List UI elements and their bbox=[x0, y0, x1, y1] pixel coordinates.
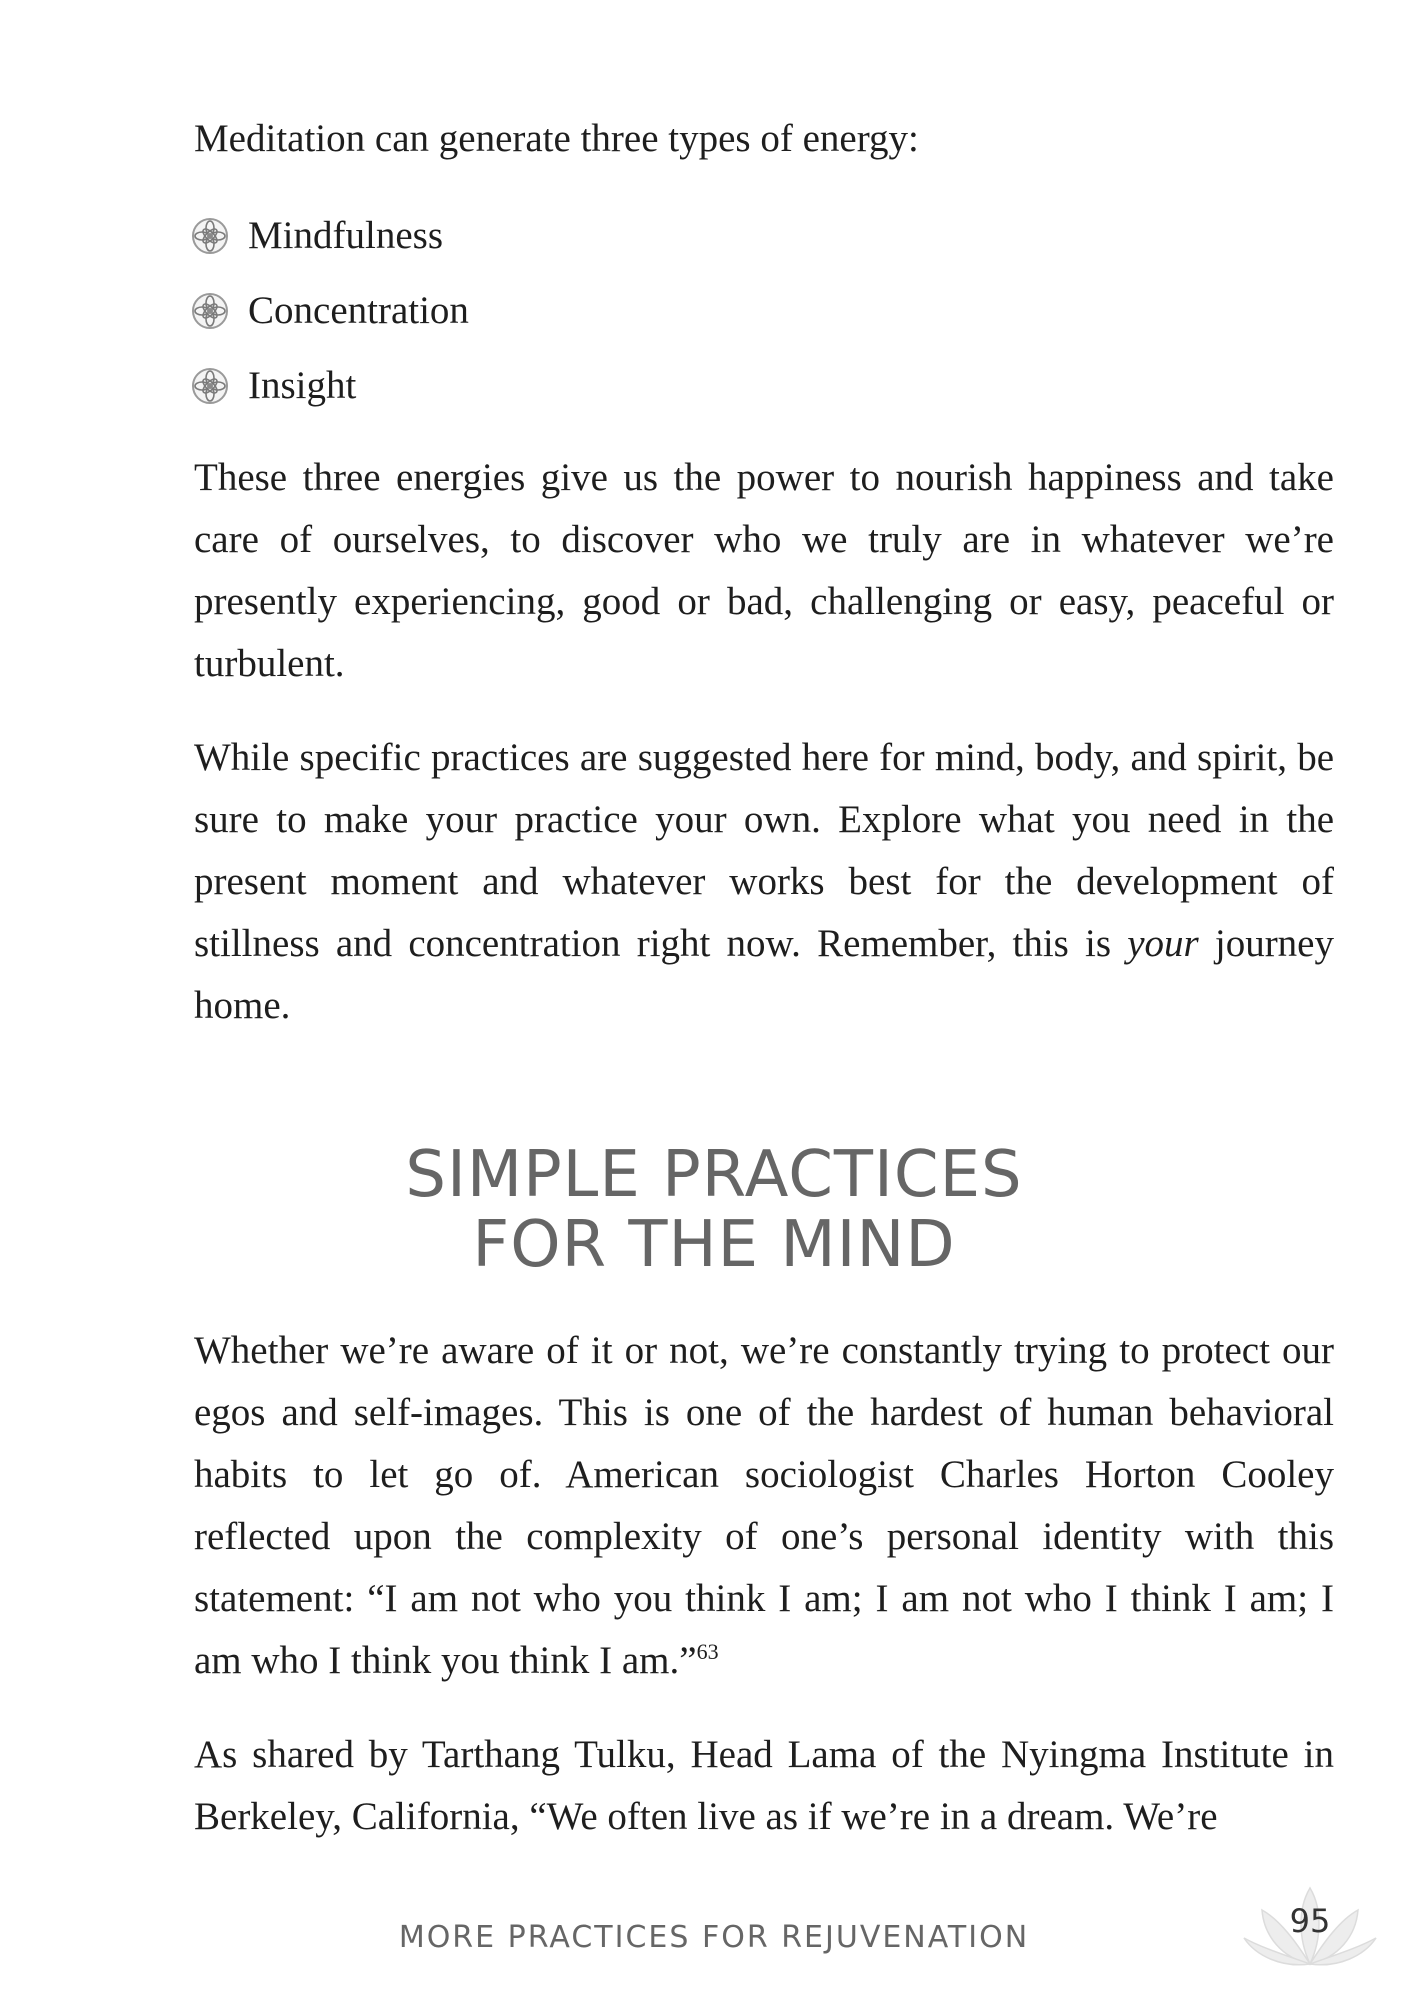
list-item bbox=[190, 348, 469, 423]
paragraph-text: journey home. bbox=[194, 922, 1334, 1027]
emphasized-word: your bbox=[1127, 922, 1199, 965]
heading-line: SIMPLE PRACTICES bbox=[405, 1138, 1023, 1212]
paragraph-text: While specific practices are suggested here for mind, body, and spirit, be sure to make your practice your own. Explore what you need in the present moment and whatever works best for the development of stillness and concentration right now. Remember, this is bbox=[194, 736, 1334, 965]
footnote-marker: 63 bbox=[696, 1639, 719, 1664]
body-paragraph bbox=[194, 727, 1334, 1037]
heading-line: FOR THE MIND bbox=[472, 1208, 956, 1282]
page-number: 95 bbox=[1289, 1902, 1331, 1940]
flower-icon bbox=[190, 291, 230, 331]
list-item-label: Concentration bbox=[248, 288, 469, 332]
paragraph-text: Whether we’re aware of it or not, we’re constantly trying to protect our egos and self-images. This is one of the hardest of human behavioral habits to let go of. American sociologist Charles Horton Cooley reflected upon the complexity of one’s personal identity with this statement: “I am not who you think I am; I am not who I think I am; I am who I think you think I am.” bbox=[194, 1329, 1334, 1682]
body-paragraph: As shared by Tarthang Tulku, Head Lama of the Nyingma Institute in Berkeley, California, “We often live as if we’re in a dream. We’re bbox=[194, 1733, 1334, 1838]
list-item bbox=[190, 198, 469, 273]
list-item bbox=[190, 273, 469, 348]
energy-list bbox=[190, 198, 469, 423]
running-footer: MORE PRACTICES FOR REJUVENATION bbox=[398, 1920, 1030, 1955]
flower-icon bbox=[190, 366, 230, 406]
list-item-label: Insight bbox=[248, 363, 357, 407]
section-heading bbox=[0, 1140, 1428, 1280]
page-number-block bbox=[1240, 1880, 1380, 1970]
body-paragraph bbox=[194, 1320, 1334, 1692]
list-item-label: Mindfulness bbox=[248, 213, 443, 257]
flower-icon bbox=[190, 216, 230, 256]
intro-sentence: Meditation can generate three types of energy: bbox=[194, 117, 919, 160]
body-paragraph: These three energies give us the power to nourish happiness and take care of ourselves, to discover who we truly are in whatever we’re presently experiencing, good or bad, challenging or easy, peaceful or turbulent. bbox=[194, 456, 1334, 685]
